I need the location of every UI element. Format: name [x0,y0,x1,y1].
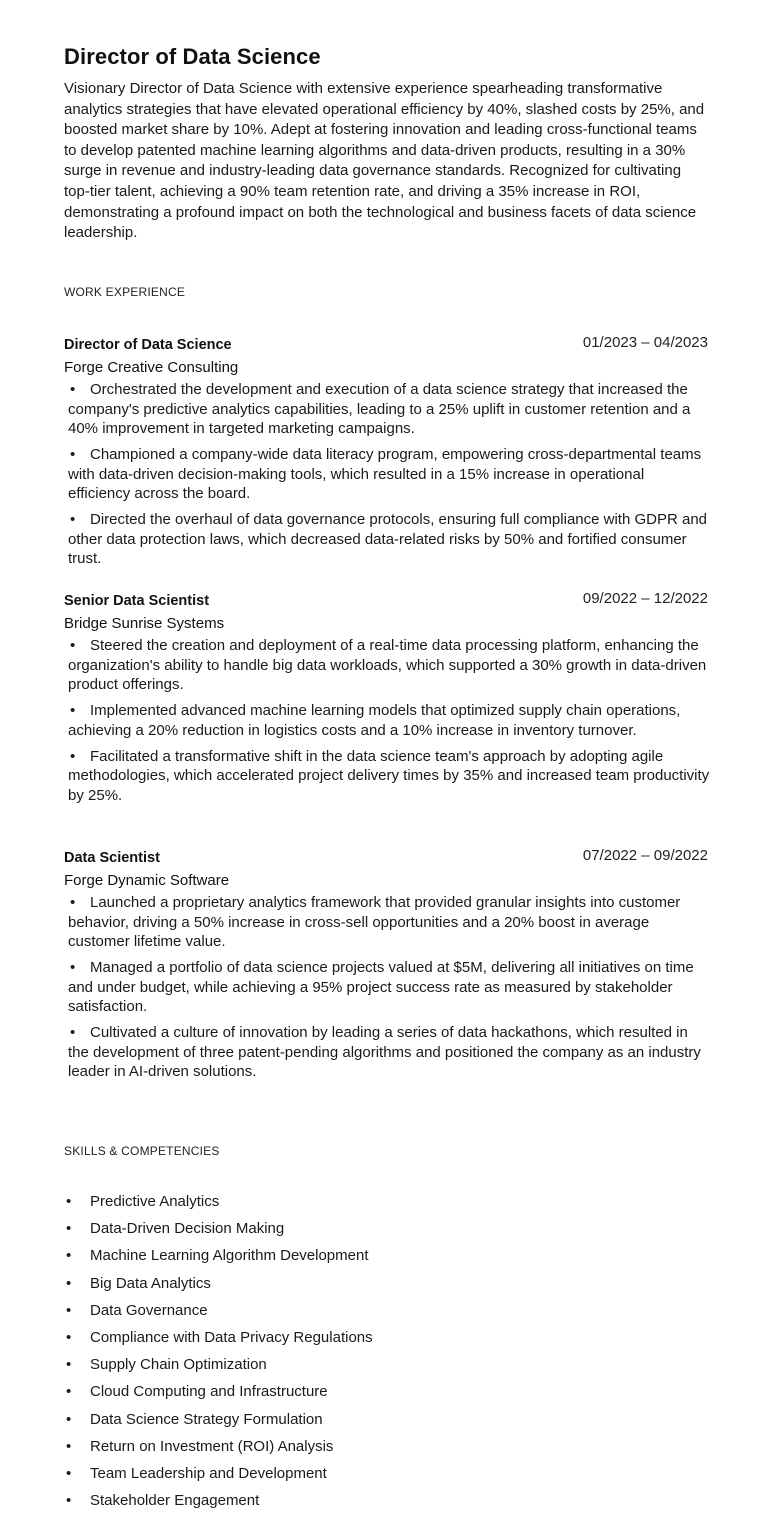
resume-title: Director of Data Science [64,44,321,69]
job-entry [64,589,710,846]
job-bullets [64,893,710,1082]
job-bullet: • Championed a company-wide data literacy program, empowering cross-departmental teams with data-driven decision-making tools, which resulted in a 15% increase in operational efficiency across the board. [68,445,710,504]
skill-item: • Stakeholder Engagement [64,1487,373,1514]
skill-item: • Team Leadership and Development [64,1460,373,1487]
skill-item: • Cloud Computing and Infrastructure [64,1378,373,1405]
skill-item: • Big Data Analytics [64,1270,373,1297]
job-company: Bridge Sunrise Systems [64,615,225,632]
job-title: Senior Data Scientist [64,593,210,609]
job-bullet: • Directed the overhaul of data governance protocols, ensuring full compliance with GDPR and other data protection laws, which decreased data-related risks by 50% and fortified consumer trust. [68,510,710,569]
job-dates: 01/2023 – 04/2023 [582,334,708,351]
skill-item: • Predictive Analytics [64,1188,373,1215]
skill-item: • Supply Chain Optimization [64,1351,373,1378]
job-bullet: • Managed a portfolio of data science projects valued at $5M, delivering all initiatives on time and under budget, while achieving a 95% project success rate as measured by stakeholder satisfaction. [68,958,710,1017]
job-title: Data Scientist [64,850,160,866]
job-dates: 09/2022 – 12/2022 [582,590,708,607]
job-bullets [64,380,710,569]
job-title: Director of Data Science [64,337,232,353]
job-bullet: • Implemented advanced machine learning models that optimized supply chain operations, achieving a 20% reduction in logistics costs and a 10% increase in inventory turnover. [68,701,710,740]
skills-list [64,1188,373,1514]
work-experience-list [64,333,710,1088]
skill-item: • Data Governance [64,1297,373,1324]
skills-heading: SKILLS & COMPETENCIES [64,1144,220,1158]
job-header [64,846,710,868]
work-experience-heading: WORK EXPERIENCE [64,285,186,299]
job-entry [64,846,710,1082]
skill-item: • Machine Learning Algorithm Development [64,1242,373,1269]
skill-item: • Compliance with Data Privacy Regulations [64,1324,373,1351]
job-header [64,333,710,355]
job-bullets [64,636,710,805]
job-bullet: • Orchestrated the development and execution of a data science strategy that increased the company's predictive analytics capabilities, leading to a 25% uplift in customer retention and a 40% improvement in targeted marketing campaigns. [68,380,710,439]
skill-item: • Data-Driven Decision Making [64,1215,373,1242]
job-bullet: • Launched a proprietary analytics framework that provided granular insights into customer behavior, driving a 50% increase in cross-sell opportunities and a 20% boost in average customer lifetime value. [68,893,710,952]
professional-summary: Visionary Director of Data Science with extensive experience spearheading transformative analytics strategies that have elevated operational efficiency by 40%, slashed costs by 25%, and boosted market share by 10%. Adept at fostering innovation and leading cross-functional teams to develop patented machine learning algorithms and data-driven products, resulting in a 30% surge in revenue and industry-leading data governance standards. Recognized for cultivating top-tier talent, achieving a 90% team retention rate, and driving a 35% increase in ROI, demonstrating a profound impact on both the technological and business facets of data science leadership. [64,80,705,242]
job-dates: 07/2022 – 09/2022 [582,847,708,864]
job-company: Forge Creative Consulting [64,359,239,376]
job-bullet: • Steered the creation and deployment of a real-time data processing platform, enhancing the organization's ability to handle big data workloads, which supported a 30% growth in data-driven product offerings. [68,636,710,695]
job-company: Forge Dynamic Software [64,872,230,889]
job-bullet: • Facilitated a transformative shift in the data science team's approach by adopting agile methodologies, which accelerated project delivery times by 35% and increased team productivity by 25%. [68,747,710,806]
job-bullet: • Cultivated a culture of innovation by leading a series of data hackathons, which resulted in the development of three patent-pending algorithms and positioned the company as an industry leader in AI-driven solutions. [68,1023,710,1082]
skill-item: • Return on Investment (ROI) Analysis [64,1433,373,1460]
job-header [64,589,710,611]
job-entry [64,333,710,589]
skill-item: • Data Science Strategy Formulation [64,1406,373,1433]
